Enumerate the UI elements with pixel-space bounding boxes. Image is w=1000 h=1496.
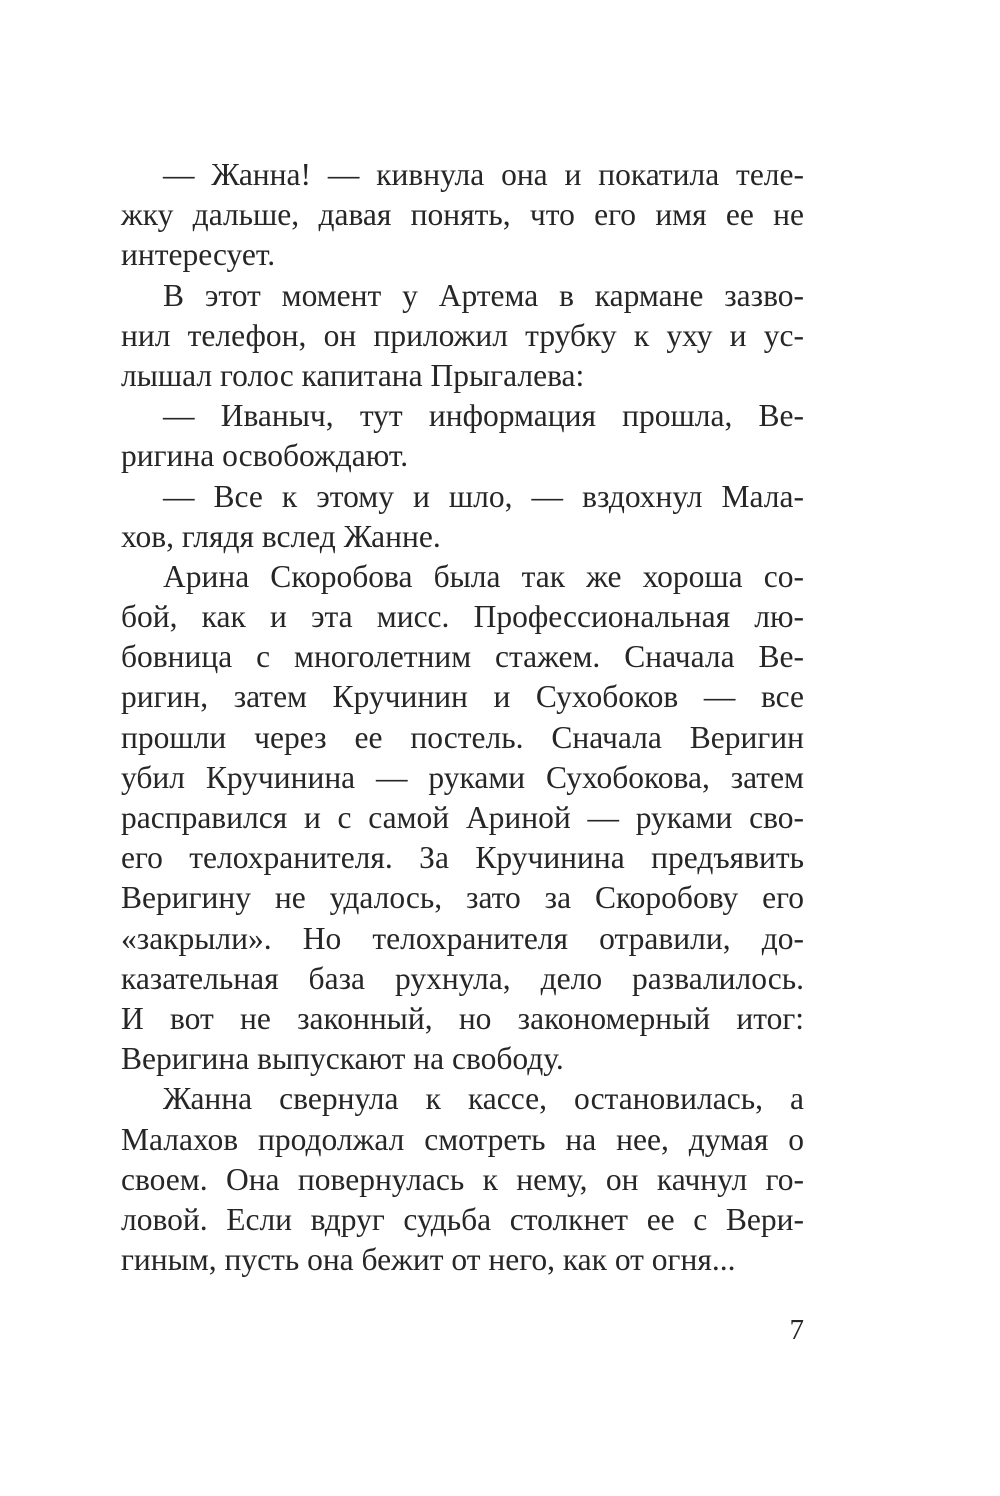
text-line: бой, как и эта мисс. Профессиональная лю- [121,599,804,635]
text-line: нил телефон, он приложил трубку к уху и ус- [121,317,804,353]
text-line: казательная база рухнула, дело развалилось. [121,960,804,996]
paragraph [121,477,804,557]
text-line: гиным, пусть она бежит от него, как от огня... [121,1242,736,1278]
text-line: своем. Она повернулась к нему, он качнул го- [121,1161,804,1197]
text-line: В этот момент у Артема в кармане зазво- [163,277,804,313]
text-line: расправился и с самой Ариной — руками сво- [121,800,804,835]
text-line: ригина освобождают. [121,438,409,474]
text-line: его телохранителя. За Кручинина предъявить [121,840,804,876]
text-line: — Иваныч, тут информация прошла, Ве- [163,398,804,434]
paragraph [121,557,804,1079]
paragraph [121,155,804,276]
text-line: Веригину не удалось, зато за Скоробову его [121,880,804,916]
text-line: интересует. [121,237,276,273]
paragraph [121,276,804,397]
text-line: — Все к этому и шло, — вздохнул Мала- [163,478,804,514]
paragraph [121,1079,804,1280]
text-line: И вот не законный, но закономерный итог: [121,1000,804,1036]
text-line: «закрыли». Но телохранителя отравили, до- [121,920,804,956]
text-line: Веригина выпускают на свободу. [121,1041,564,1077]
text-line: прошли через ее постель. Сначала Веригин [121,719,804,755]
text-line: Арина Скоробова была так же хороша со- [163,558,804,594]
text-line: бовница с многолетним стажем. Сначала Ве- [121,639,804,675]
text-line: лышал голос капитана Прыгалева: [121,357,585,393]
text-line: убил Кручинина — руками Сухобокова, затем [121,759,804,795]
text-line: ловой. Если вдруг судьба столкнет ее с Вери- [121,1201,804,1237]
paragraph [121,396,804,476]
text-line: жку дальше, давая понять, что его имя ее не [121,197,804,233]
text-line: ригин, затем Кручинин и Сухобоков — все [121,679,804,715]
text-line: Жанна свернула к кассе, остановилась, а [163,1081,804,1117]
text-line: Малахов продолжал смотреть на нее, думая о [121,1121,804,1157]
body-text [121,155,804,1280]
text-line: хов, глядя вслед Жанне. [121,518,441,554]
text-line: — Жанна! — кивнула она и покатила теле- [163,157,804,192]
page-number: 7 [789,1314,804,1346]
